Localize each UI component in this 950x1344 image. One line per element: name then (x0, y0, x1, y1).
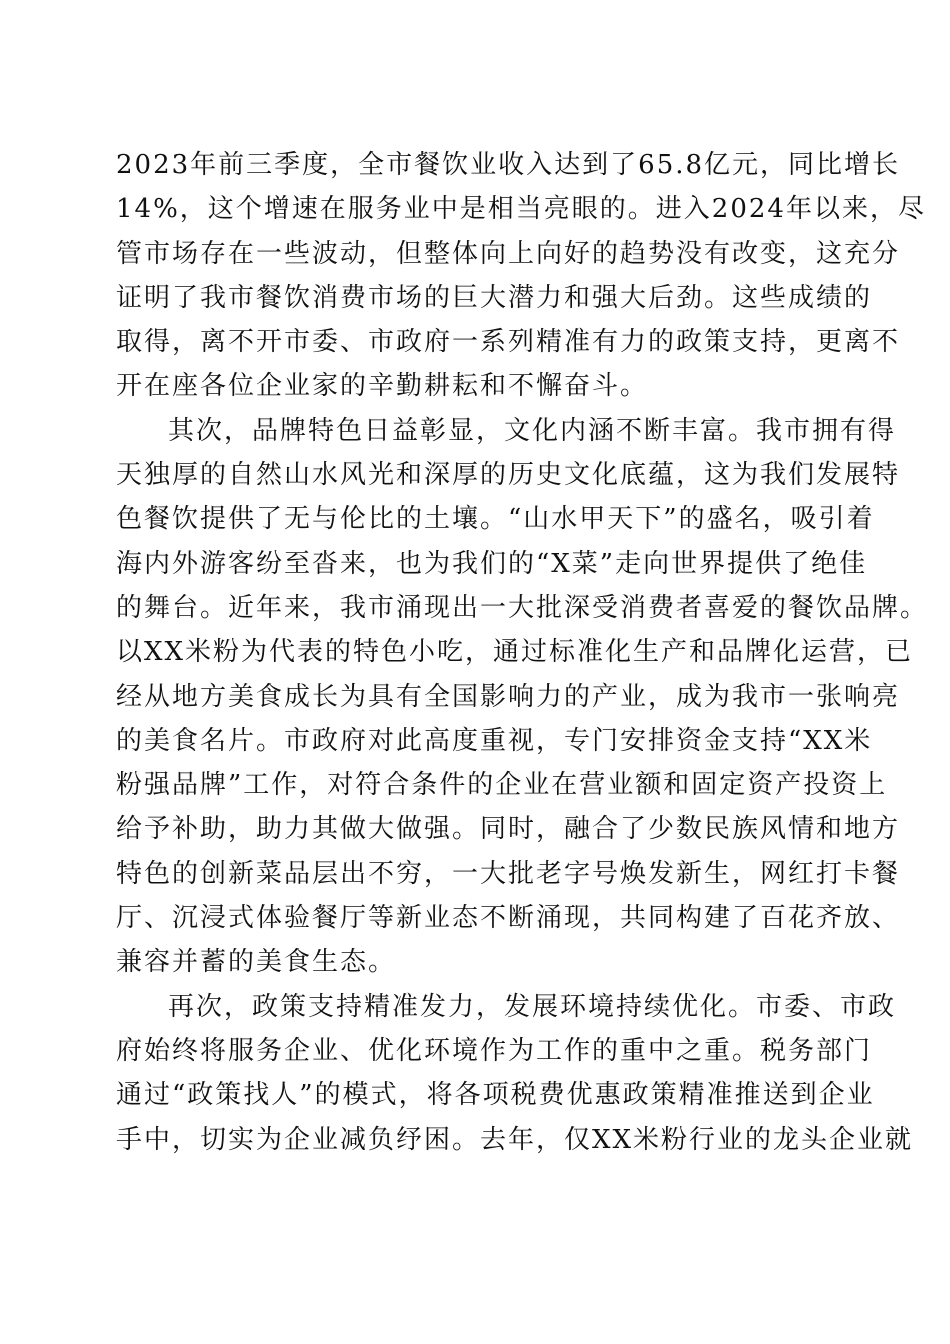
paragraph-revenue (116, 143, 926, 409)
text-line: 2023年前三季度，全市餐饮业收入达到了65.8亿元，同比增长 (116, 150, 901, 180)
text-line: 天独厚的自然山水风光和深厚的历史文化底蕴，这为我们发展特 (116, 460, 901, 491)
text-line: 14%，这个增速在服务业中是相当亮眼的。进入2024年以来，尽 (116, 194, 926, 225)
text-line: 经从地方美食成长为具有全国影响力的产业，成为我市一张响亮 (116, 681, 901, 712)
text-line: 通过“政策找人”的模式，将各项税费优惠政策精准推送到企业 (116, 1080, 875, 1111)
text-line: 粉强品牌”工作，对符合条件的企业在营业额和固定资产投资上 (116, 770, 888, 801)
text-line: 开在座各位企业家的辛勤耕耘和不懈奋斗。 (116, 371, 649, 402)
text-line: 府始终将服务企业、优化环境作为工作的重中之重。税务部门 (116, 1035, 873, 1066)
text-line: 兼容并蓄的美食生态。 (116, 947, 397, 978)
text-line: 管市场存在一些波动，但整体向上向好的趋势没有改变，这充分 (116, 238, 901, 269)
text-line: 再次，政策支持精准发力，发展环境持续优化。市委、市政 (168, 991, 897, 1022)
text-line: 特色的创新菜品层出不穷，一大批老字号焕发新生，网红打卡餐 (116, 858, 901, 889)
body-text (116, 143, 929, 1162)
text-line: 证明了我市餐饮消费市场的巨大潜力和强大后劲。这些成绩的 (116, 282, 873, 313)
paragraph-brand (116, 409, 929, 985)
text-line: 海内外游客纷至沓来，也为我们的“X菜”走向世界提供了绝佳 (116, 548, 868, 579)
paragraph-policy (116, 985, 914, 1162)
text-line: 色餐饮提供了无与伦比的土壤。“山水甲天下”的盛名，吸引着 (116, 504, 875, 535)
text-line: 的美食名片。市政府对此高度重视，专门安排资金支持“XX米 (116, 725, 873, 756)
text-line: 以XX米粉为代表的特色小吃，通过标准化生产和品牌化运营，已 (116, 637, 914, 668)
text-line: 取得，离不开市委、市政府一系列精准有力的政策支持，更离不 (116, 327, 901, 358)
text-line: 厅、沉浸式体验餐厅等新业态不断涌现，共同构建了百花齐放、 (116, 903, 901, 934)
text-line: 其次，品牌特色日益彰显，文化内涵不断丰富。我市拥有得 (168, 415, 897, 446)
text-line: 手中，切实为企业减负纾困。去年，仅XX米粉行业的龙头企业就 (116, 1124, 914, 1155)
text-line: 给予补助，助力其做大做强。同时，融合了少数民族风情和地方 (116, 814, 901, 845)
text-line: 的舞台。近年来，我市涌现出一大批深受消费者喜爱的餐饮品牌。 (116, 592, 929, 623)
